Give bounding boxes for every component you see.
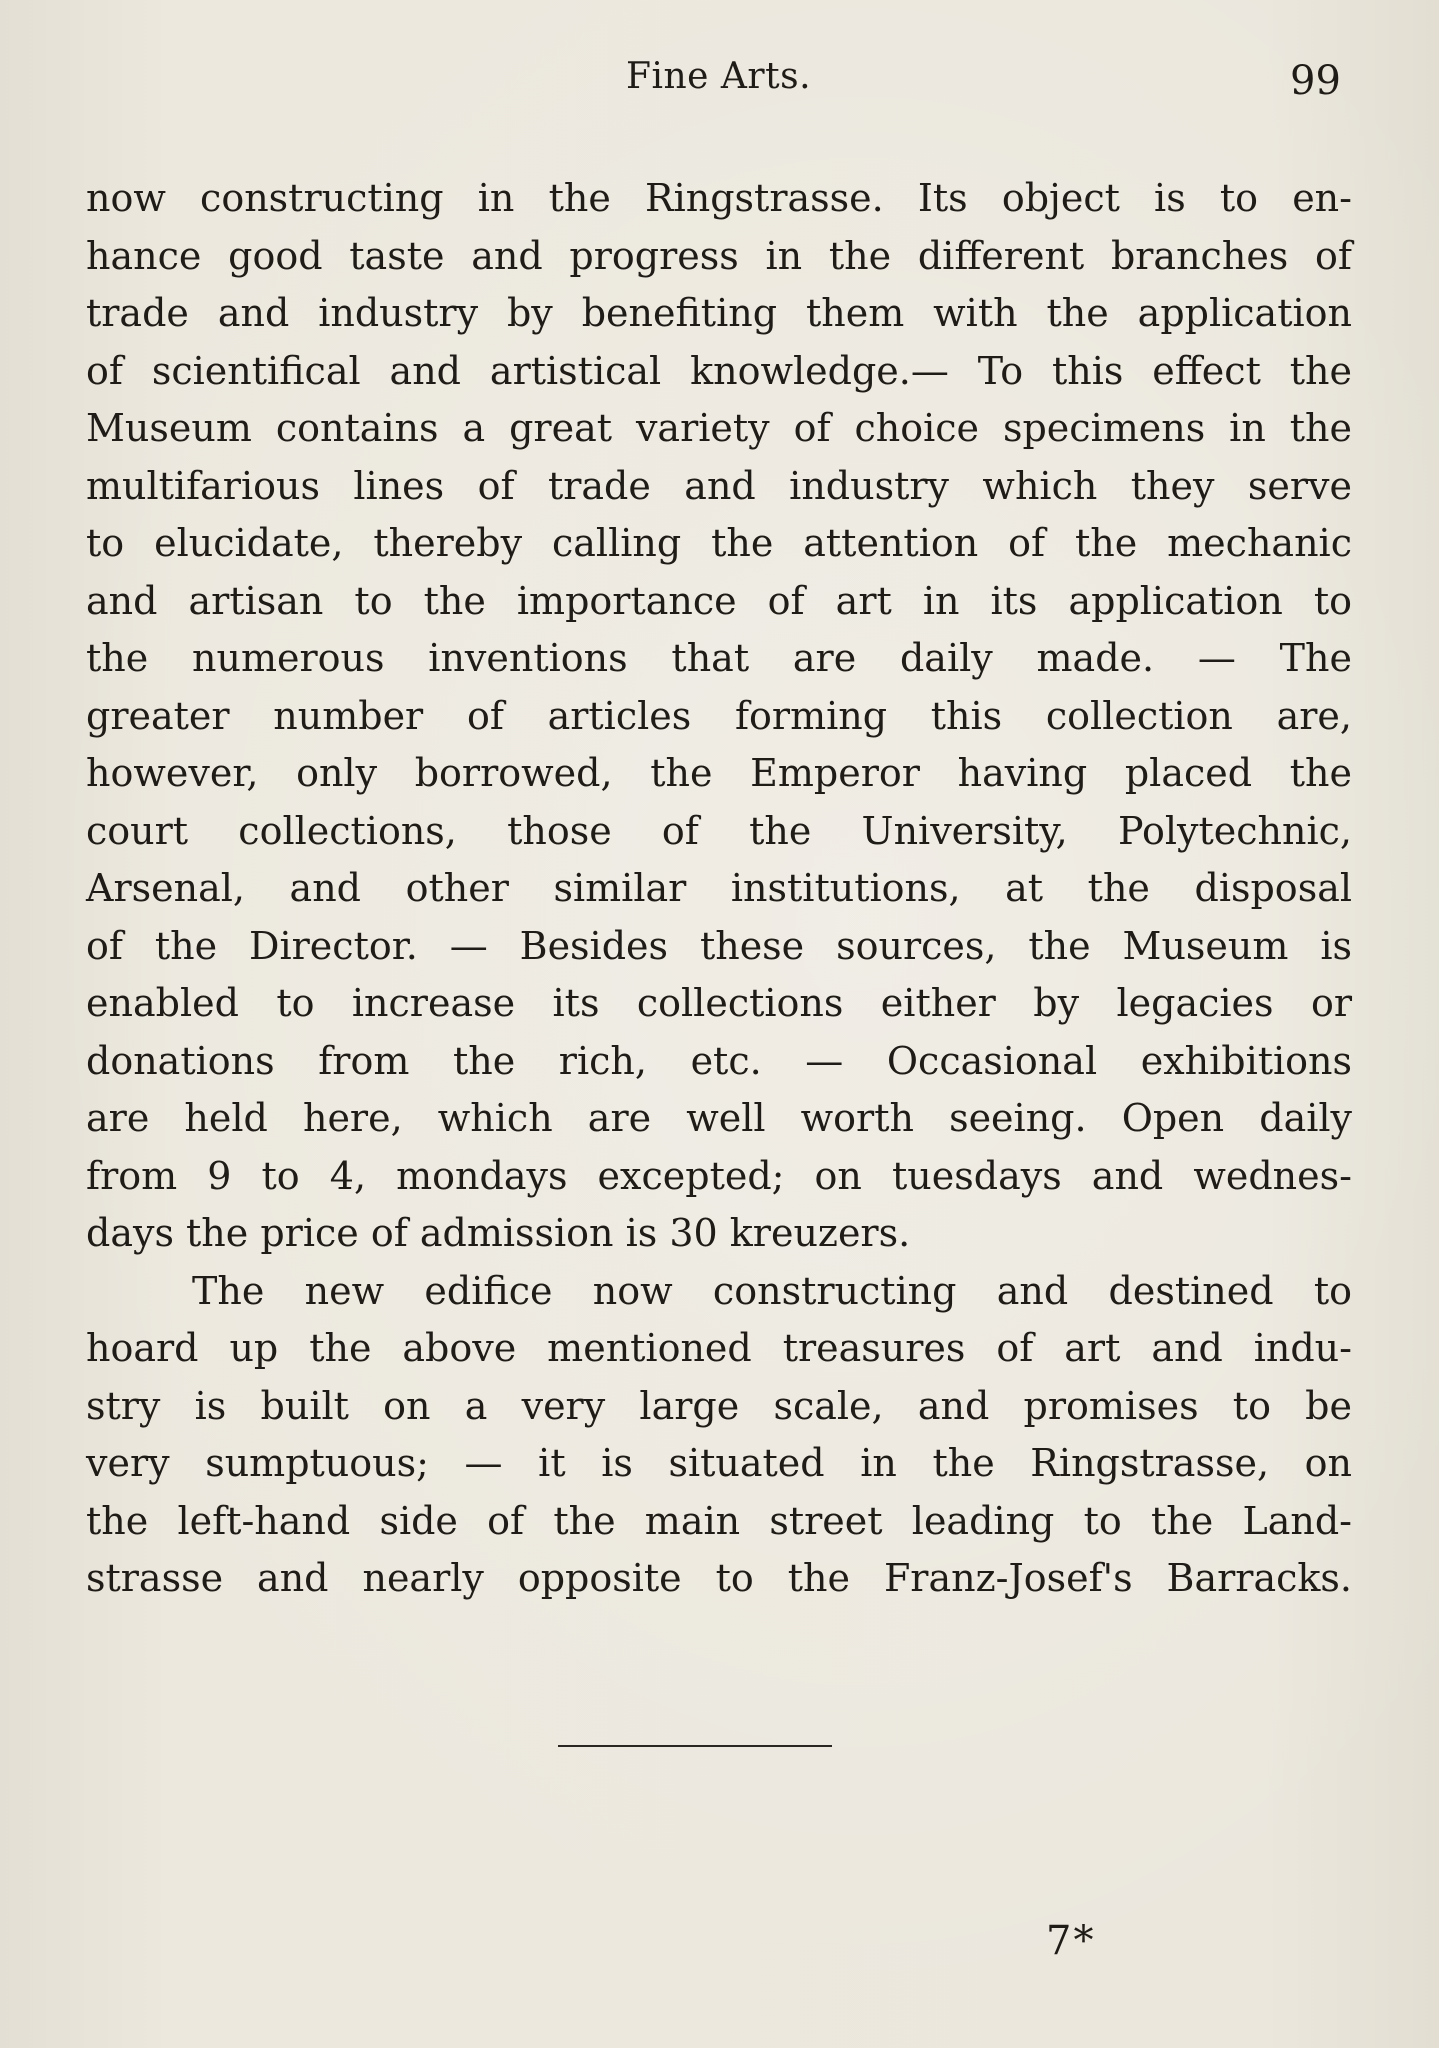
text-line: are held here, which are well worth seeing. Open daily [86,1096,1352,1140]
text-line: trade and industry by benefiting them with the application [86,291,1352,335]
text-line: and artisan to the importance of art in its application to [86,578,1352,623]
text-line: court collections, those of the University, Polytechnic, [86,808,1352,853]
text-line: The new edifice now constructing and destined to [192,1268,1352,1313]
text-line: strasse and nearly opposite to the Franz-Josef's Barracks. [86,1556,1352,1600]
text-line: hoard up the above mentioned treasures of art and indu- [86,1326,1352,1370]
text-line: stry is built on a very large scale, and promises to be [86,1383,1352,1428]
running-head-title: Fine Arts. [626,56,812,97]
text-line: enabled to increase its collections either by legacies or [86,981,1352,1025]
text-line: donations from the rich, etc. — Occasional exhibitions [86,1038,1352,1083]
text-line: of the Director. — Besides these sources, the Museum is [86,923,1352,968]
text-line: the numerous inventions that are daily made. — The [86,636,1352,680]
text-line: days the price of admission is 30 kreuzers. [86,1211,911,1255]
page-number: 99 [1290,58,1341,104]
text-line: however, only borrowed, the Emperor having placed the [86,751,1352,795]
section-divider-rule [558,1745,832,1747]
text-line: very sumptuous; — it is situated in the Ringstrasse, on [86,1441,1352,1485]
text-line: greater number of articles forming this collection are, [86,693,1352,738]
running-head [0,56,1439,116]
text-line: to elucidate, thereby calling the attention of the mechanic [86,521,1352,565]
text-line: hance good taste and progress in the different branches of [86,233,1352,278]
text-line: Arsenal, and other similar institutions, at the disposal [86,866,1352,910]
text-line: from 9 to 4, mondays excepted; on tuesdays and wednes- [86,1153,1352,1198]
signature-mark: 7* [1046,1918,1096,1964]
text-line: Museum contains a great variety of choice specimens in the [86,406,1352,450]
text-line: multifarious lines of trade and industry which they serve [86,463,1352,508]
text-line: the left-hand side of the main street leading to the Land- [86,1498,1352,1543]
body-text [86,170,1352,1608]
text-line: of scientifical and artistical knowledge.— To this effect the [86,348,1352,393]
text-line: now constructing in the Ringstrasse. Its object is to en- [86,176,1352,220]
